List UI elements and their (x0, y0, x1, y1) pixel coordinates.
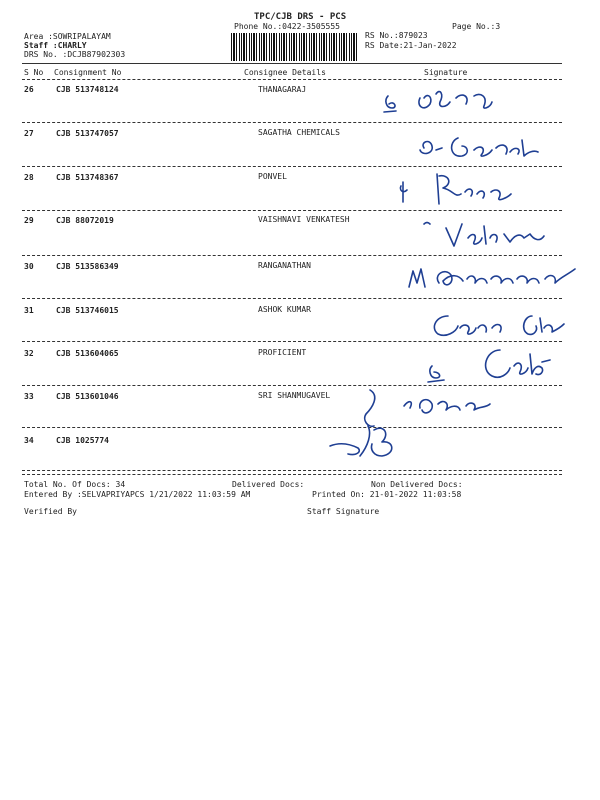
row-consignment: CJB 513586349 (56, 262, 119, 271)
row-consignment: CJB 513748367 (56, 173, 119, 182)
row-sno: 27 (24, 129, 34, 138)
column-consignment: Consignment No (54, 68, 122, 77)
row-sno: 32 (24, 349, 34, 358)
row-consignee: PROFICIENT (258, 348, 307, 357)
row-consignment: CJB 1025774 (56, 436, 109, 445)
row-sno: 31 (24, 306, 34, 315)
signature-row-29 (420, 214, 560, 254)
non-delivered-docs: Non Delivered Docs: (371, 480, 463, 489)
row-consignee: ASHOK KUMAR (258, 305, 311, 314)
sheet-title: TPC/CJB DRS - PCS (254, 12, 347, 22)
printed-on: Printed On: 21-01-2022 11:03:58 (312, 490, 462, 499)
row-consignee: PONVEL (258, 172, 287, 181)
row-divider (22, 255, 562, 256)
rs-date: RS Date:21-Jan-2022 (365, 41, 457, 50)
area-label: Area :SOWRIPALAYAM (24, 32, 111, 41)
row-consignment: CJB 513747057 (56, 129, 119, 138)
footer-rule (22, 474, 562, 475)
staff-signature: Staff Signature (307, 507, 380, 516)
row-consignment: CJB 513604065 (56, 349, 119, 358)
phone-number: Phone No.:0422-3505555 (234, 22, 340, 31)
row-sno: 30 (24, 262, 34, 271)
page-number: Page No.:3 (452, 22, 501, 31)
column-consignee: Consignee Details (244, 68, 326, 77)
header-rule-bottom (22, 79, 562, 80)
row-divider (22, 210, 562, 211)
row-consignment: CJB 513746015 (56, 306, 119, 315)
signature-row-31 (428, 304, 568, 344)
column-sno: S No (24, 68, 44, 77)
row-sno: 33 (24, 392, 34, 401)
verified-by: Verified By (24, 507, 77, 516)
barcode (231, 33, 357, 61)
entered-by: Entered By :SELVAPRIYAPCS 1/21/2022 11:03:59 AM (24, 490, 251, 499)
row-consignee: SAGATHA CHEMICALS (258, 128, 340, 137)
row-consignment: CJB 513601046 (56, 392, 119, 401)
row-consignee: SRI SHANMUGAVEL (258, 391, 331, 400)
row-consignment: CJB 513748124 (56, 85, 119, 94)
drs-number: DRS No. :DCJB87902303 (24, 50, 126, 59)
staff-label: Staff :CHARLY (24, 41, 87, 50)
signature-row-33-34 (310, 386, 510, 471)
rs-number: RS No.:879023 (365, 31, 428, 40)
signature-row-28 (395, 168, 525, 208)
signature-row-27 (418, 128, 568, 168)
row-sno: 26 (24, 85, 34, 94)
row-sno: 28 (24, 173, 34, 182)
row-consignment: CJB 88072019 (56, 216, 114, 225)
header-rule-top (22, 63, 562, 64)
signature-row-30 (405, 257, 585, 302)
signature-row-26 (380, 84, 530, 124)
row-sno: 34 (24, 436, 34, 445)
row-consignee: RANGANATHAN (258, 261, 311, 270)
signature-row-32 (420, 344, 560, 389)
row-consignee: VAISHNAVI VENKATESH (258, 215, 350, 224)
delivered-docs: Delivered Docs: (232, 480, 305, 489)
total-docs: Total No. Of Docs: 34 (24, 480, 126, 489)
row-sno: 29 (24, 216, 34, 225)
column-signature: Signature (424, 68, 468, 77)
row-consignee: THANAGARAJ (258, 85, 307, 94)
